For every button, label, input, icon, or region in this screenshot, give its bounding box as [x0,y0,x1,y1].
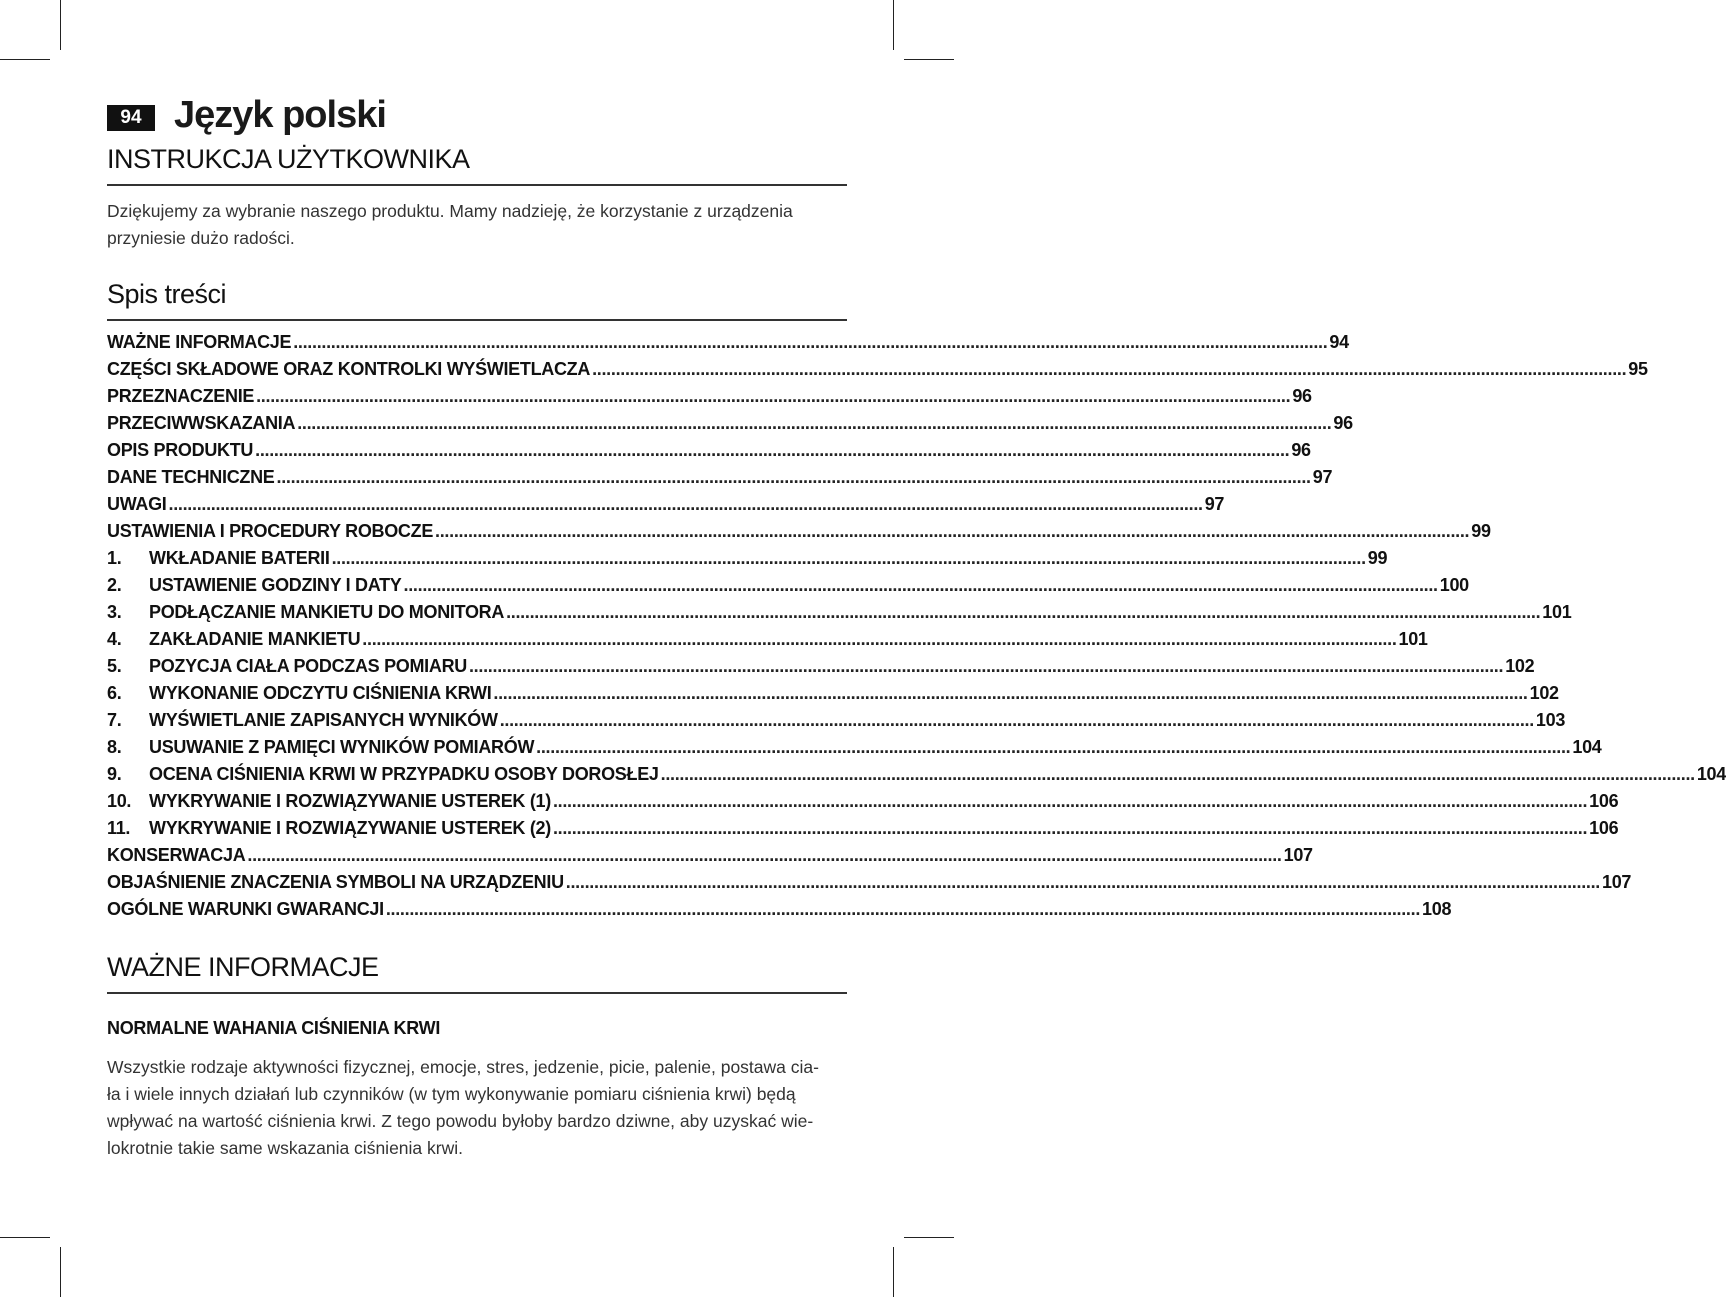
toc-entry-title: USTAWIENIE GODZINY I DATY [149,575,402,595]
toc-entry-title: WYKRYWANIE I ROZWIĄZYWANIE USTEREK (1) [149,791,551,811]
toc-entry-title: PRZEZNACZENIE [107,386,255,406]
body-line: wpływać na wartość ciśnienia krwi. Z tego powodu byłoby bardzo dziwne, aby uzyskać wie- [107,1111,814,1131]
divider [107,319,847,321]
toc-entry-page: 106 [1589,791,1619,811]
toc-entry[interactable] [107,467,1333,494]
toc-entry[interactable] [107,332,1349,359]
toc-entry-title: UWAGI [107,494,167,514]
toc-leader-dots: ............................................................................................................................................................................................................................ [297,413,1332,433]
toc-entry-title: OBJAŚNIENIE ZNACZENIA SYMBOLI NA URZĄDZENIU [107,872,564,892]
crop-mark [60,1247,61,1297]
toc-entry-title: WAŻNE INFORMACJE [107,332,292,352]
toc-leader-dots: ............................................................................................................................................................................................................................ [168,494,1203,514]
toc-entry-number: 4. [107,629,122,649]
toc-leader-dots: ............................................................................................................................................................................................................................ [293,332,1328,352]
toc-entry[interactable] [107,386,1312,413]
toc-leader-dots: ............................................................................................................................................................................................................................ [362,629,1397,649]
toc-entry-title: WYKONANIE ODCZYTU CIŚNIENIA KRWI [149,683,492,703]
toc-entry[interactable] [107,521,1491,548]
toc-entry-page: 101 [1542,602,1572,622]
toc-leader-dots: ............................................................................................................................................................................................................................ [552,791,1588,811]
subheading: NORMALNE WAHANIA CIŚNIENIA KRWI [107,1018,441,1038]
toc-entry[interactable] [107,440,1311,467]
toc-entry-page: 97 [1312,467,1333,487]
toc-leader-dots: ............................................................................................................................................................................................................................ [435,521,1470,541]
toc-entry-page: 96 [1292,386,1312,406]
language-title: Język polski [174,94,386,136]
crop-mark [893,1247,894,1297]
toc-leader-dots: ............................................................................................................................................................................................................................ [499,710,1534,730]
toc-entry[interactable] [107,818,1619,845]
toc-entry-page: 95 [1628,359,1648,379]
intro-paragraph [107,198,852,252]
toc-entry-page: 101 [1398,629,1428,649]
toc-entry[interactable] [107,413,1353,440]
toc-entry-title: OGÓLNE WARUNKI GWARANCJI [107,899,384,919]
toc-entry[interactable] [107,845,1313,872]
toc-entry-title: POZYCJA CIAŁA PODCZAS POMIARU [149,656,467,676]
toc-entry-page: 96 [1291,440,1311,460]
toc-leader-dots: ............................................................................................................................................................................................................................ [506,602,1541,622]
toc-leader-dots: ............................................................................................................................................................................................................................ [468,656,1504,676]
crop-mark [0,1237,50,1238]
toc-entry-title: WKŁADANIE BATERII [149,548,330,568]
toc-entry[interactable] [107,359,1648,386]
toc-entry-number: 10. [107,791,132,811]
toc-entry-page: 94 [1329,332,1349,352]
toc-entry[interactable] [107,899,1452,926]
toc-entry[interactable] [107,656,1535,683]
toc-leader-dots: ............................................................................................................................................................................................................................ [536,737,1571,757]
toc-entry[interactable] [107,683,1559,710]
intro-line: przyniesie dużo radości. [107,228,295,248]
section-title: WAŻNE INFORMACJE [107,952,379,982]
page-number-badge: 94 [107,105,155,131]
toc-entry-page: 104 [1572,737,1602,757]
toc-entry-page: 102 [1529,683,1559,703]
toc-entry-page: 96 [1333,413,1353,433]
divider [107,992,847,994]
toc-entry-number: 1. [107,548,122,568]
toc-entry[interactable] [107,737,1602,764]
toc-entry-title: USTAWIENIA I PROCEDURY ROBOCZE [107,521,434,541]
toc-entry-number: 3. [107,602,122,622]
crop-mark [60,0,61,50]
toc-entry-page: 107 [1602,872,1632,892]
toc-entry-title: ZAKŁADANIE MANKIETU [149,629,361,649]
crop-mark [904,59,954,60]
toc-entry-page: 108 [1422,899,1452,919]
body-line: ła i wiele innych działań lub czynników (w tym wykonywanie pomiaru ciśnienia krwi) będą [107,1084,796,1104]
body-paragraph [107,1054,852,1162]
toc-entry[interactable] [107,575,1469,602]
toc-entry[interactable] [107,764,1726,791]
toc-entry-page: 99 [1471,521,1491,541]
toc-entry-title: PRZECIWWSKAZANIA [107,413,296,433]
toc-entry[interactable] [107,872,1632,899]
toc-leader-dots: ............................................................................................................................................................................................................................ [660,764,1695,784]
body-line: Wszystkie rodzaje aktywności fizycznej, emocje, stres, jedzenie, picie, palenie, postawa cia- [107,1057,819,1077]
toc-leader-dots: ............................................................................................................................................................................................................................ [493,683,1528,703]
toc-leader-dots: ............................................................................................................................................................................................................................ [592,359,1627,379]
toc-entry-page: 97 [1204,494,1225,514]
toc-entry-number: 5. [107,656,122,676]
crop-mark [0,59,50,60]
toc-entry-title: WYŚWIETLANIE ZAPISANYCH WYNIKÓW [149,710,498,730]
toc-entry-number: 11. [107,818,131,838]
toc-entry-title: OCENA CIŚNIENIA KRWI W PRZYPADKU OSOBY DOROSŁEJ [149,764,659,784]
toc-leader-dots: ............................................................................................................................................................................................................................ [276,467,1311,487]
toc-entry-title: KONSERWACJA [107,845,246,865]
intro-line: Dziękujemy za wybranie naszego produktu. Mamy nadzieję, że korzystanie z urządzenia [107,201,793,221]
toc-entry-number: 6. [107,683,122,703]
body-line: lokrotnie takie same wskazania ciśnienia krwi. [107,1138,463,1158]
toc-entry-title: PODŁĄCZANIE MANKIETU DO MONITORA [149,602,505,622]
toc-entry-page: 103 [1535,710,1566,730]
crop-mark [904,1237,954,1238]
toc-entry-title: CZĘŚCI SKŁADOWE ORAZ KONTROLKI WYŚWIETLACZA [107,359,591,379]
toc-entry-page: 100 [1439,575,1469,595]
toc-entry-title: USUWANIE Z PAMIĘCI WYNIKÓW POMIARÓW [149,737,535,757]
toc-entry-page: 106 [1589,818,1619,838]
toc-leader-dots: ............................................................................................................................................................................................................................ [255,440,1290,460]
toc-entry[interactable] [107,629,1428,656]
toc-entry-title: DANE TECHNICZNE [107,467,275,487]
toc-leader-dots: ............................................................................................................................................................................................................................ [552,818,1588,838]
toc-entry-page: 102 [1505,656,1535,676]
toc-title: Spis treści [107,279,227,309]
toc-entry-number: 2. [107,575,122,595]
toc-entry[interactable] [107,791,1619,818]
crop-mark [893,0,894,50]
toc-entry-number: 9. [107,764,122,784]
toc-leader-dots: ............................................................................................................................................................................................................................ [256,386,1291,406]
toc-entry-page: 99 [1367,548,1388,568]
toc-entry-number: 7. [107,710,122,730]
toc-leader-dots: ............................................................................................................................................................................................................................ [331,548,1366,568]
toc-entry[interactable] [107,710,1566,737]
manual-title: INSTRUKCJA UŻYTKOWNIKA [107,144,470,174]
toc-entry[interactable] [107,602,1572,629]
toc-entry[interactable] [107,548,1388,575]
toc-entry-title: OPIS PRODUKTU [107,440,254,460]
toc-entry-number: 8. [107,737,122,757]
divider [107,184,847,186]
toc-leader-dots: ............................................................................................................................................................................................................................ [247,845,1282,865]
toc-leader-dots: ............................................................................................................................................................................................................................ [403,575,1438,595]
toc-leader-dots: ............................................................................................................................................................................................................................ [385,899,1421,919]
toc-entry[interactable] [107,494,1225,521]
toc-entry-page: 107 [1283,845,1313,865]
toc-entry-title: WYKRYWANIE I ROZWIĄZYWANIE USTEREK (2) [149,818,551,838]
toc-leader-dots: ............................................................................................................................................................................................................................ [565,872,1600,892]
toc-entry-page: 104 [1696,764,1726,784]
table-of-contents [107,332,1726,926]
